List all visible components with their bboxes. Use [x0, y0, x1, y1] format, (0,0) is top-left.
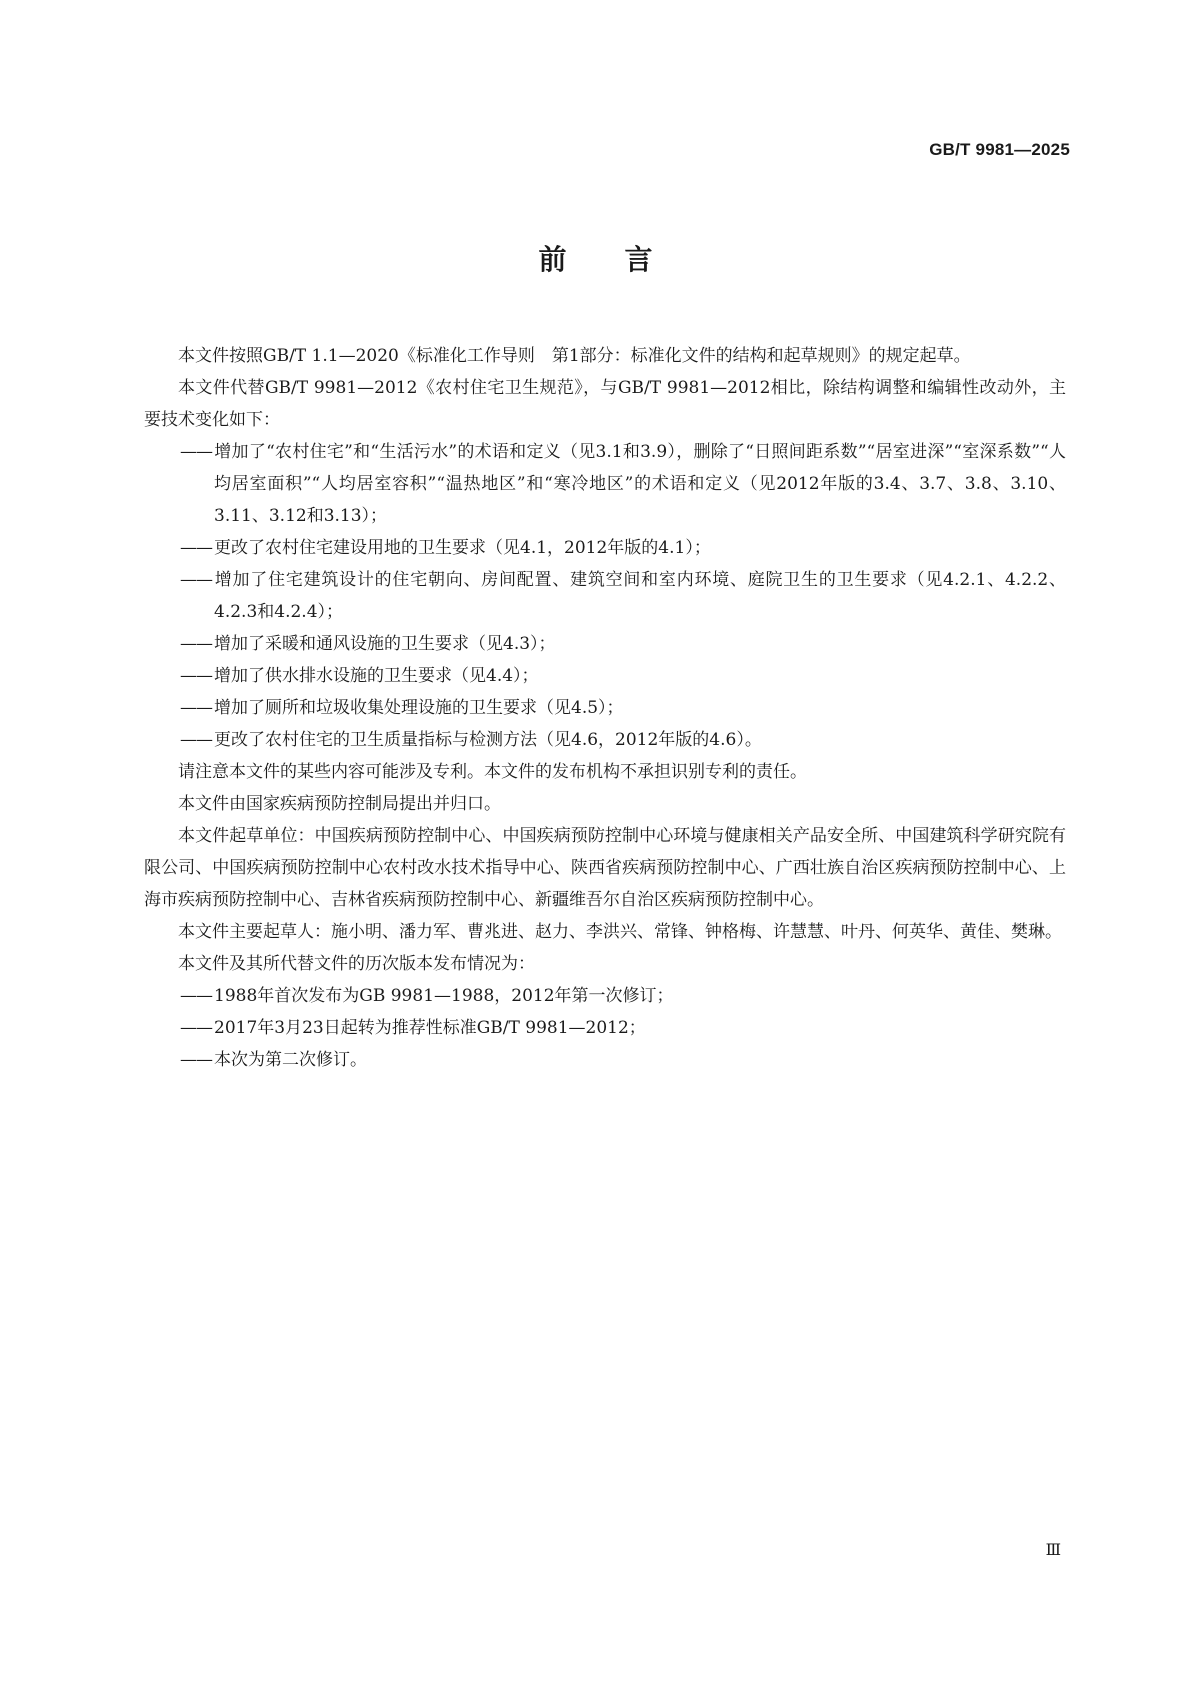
list-item — [144, 724, 1066, 756]
list-item — [144, 1044, 1066, 1076]
list-item-text: 增加了厕所和垃圾收集处理设施的卫生要求（见4.5）； — [214, 698, 624, 718]
list-item — [144, 532, 1066, 564]
paragraph-drafting-rules: 本文件按照GB/T 1.1—2020《标准化工作导则 第1部分：标准化文件的结构和起草规则》的规定起草。 — [178, 346, 971, 366]
dash-marker: —— — [180, 442, 212, 462]
list-item-text: 本次为第二次修订。 — [214, 1050, 367, 1070]
list-item-text: 2017年3月23日起转为推荐性标准GB/T 9981—2012； — [214, 1018, 646, 1038]
document-body — [144, 340, 1066, 1076]
list-item — [144, 1012, 1066, 1044]
paragraph-replacement: 本文件代替GB/T 9981—2012《农村住宅卫生规范》，与GB/T 9981—2012相比，除结构调整和编辑性改动外，主要技术变化如下： — [144, 378, 1066, 430]
version-history-list — [144, 980, 1066, 1076]
dash-marker: —— — [180, 730, 212, 750]
list-item-text: 增加了住宅建筑设计的住宅朝向、房间配置、建筑空间和室内环境、庭院卫生的卫生要求（见4.2.1、4.2.2、4.2.3和4.2.4）； — [214, 570, 1066, 622]
list-item — [144, 692, 1066, 724]
list-item — [144, 564, 1066, 628]
dash-marker: —— — [180, 570, 212, 590]
paragraph-drafters: 本文件主要起草人：施小明、潘力军、曹兆进、赵力、李洪兴、常锋、钟格梅、许慧慧、叶丹、何英华、黄佳、樊琳。 — [178, 922, 1062, 942]
dash-marker: —— — [180, 1018, 212, 1038]
paragraph-history-intro: 本文件及其所代替文件的历次版本发布情况为： — [178, 954, 535, 974]
technical-changes-list — [144, 436, 1066, 756]
list-item-text: 增加了供水排水设施的卫生要求（见4.4）； — [214, 666, 539, 686]
paragraph-patent-notice: 请注意本文件的某些内容可能涉及专利。本文件的发布机构不承担识别专利的责任。 — [178, 762, 807, 782]
list-item-text: 增加了“农村住宅”和“生活污水”的术语和定义（见3.1和3.9），删除了“日照间距系数”“居室进深”“室深系数”“人均居室面积”“人均居室容积”“温热地区”和“寒冷地区”的术语和定义（见2012年版的3.4、3.7、3.8、3.10、3.11、3.12和3.13）； — [214, 442, 1066, 526]
page-title: 前言 — [538, 243, 711, 276]
dash-marker: —— — [180, 698, 212, 718]
list-item — [144, 436, 1066, 532]
paragraph-drafting-units: 本文件起草单位：中国疾病预防控制中心、中国疾病预防控制中心环境与健康相关产品安全所、中国建筑科学研究院有限公司、中国疾病预防控制中心农村改水技术指导中心、陕西省疾病预防控制中心、广西壮族自治区疾病预防控制中心、上海市疾病预防控制中心、吉林省疾病预防控制中心、新疆维吾尔自治区疾病预防控制中心。 — [144, 826, 1066, 910]
list-item — [144, 628, 1066, 660]
list-item — [144, 980, 1066, 1012]
dash-marker: —— — [180, 1050, 212, 1070]
dash-marker: —— — [180, 538, 212, 558]
dash-marker: —— — [180, 986, 212, 1006]
list-item-text: 更改了农村住宅建设用地的卫生要求（见4.1，2012年版的4.1）； — [214, 538, 711, 558]
list-item-text: 1988年首次发布为GB 9981—1988，2012年第一次修订； — [214, 986, 674, 1006]
dash-marker: —— — [180, 634, 212, 654]
list-item-text: 增加了采暖和通风设施的卫生要求（见4.3）； — [214, 634, 556, 654]
page-number: Ⅲ — [1045, 1540, 1060, 1559]
list-item — [144, 660, 1066, 692]
list-item-text: 更改了农村住宅的卫生质量指标与检测方法（见4.6，2012年版的4.6）。 — [214, 730, 762, 750]
standard-code: GB/T 9981—2025 — [929, 140, 1070, 159]
dash-marker: —— — [180, 666, 212, 686]
paragraph-proposer: 本文件由国家疾病预防控制局提出并归口。 — [178, 794, 501, 814]
